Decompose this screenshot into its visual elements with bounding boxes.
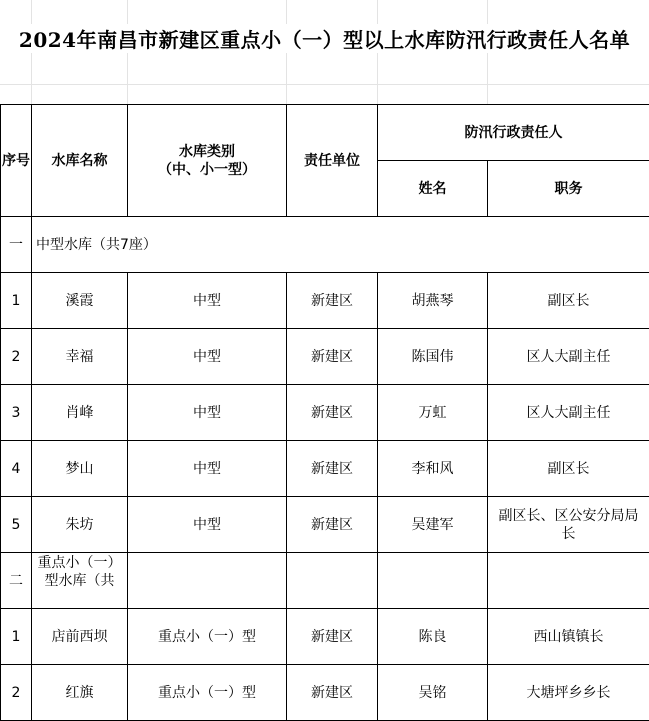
cell-responsible-unit: 新建区 — [287, 273, 378, 329]
cell-seq: 2 — [1, 329, 32, 385]
cell-position: 副区长 — [488, 273, 649, 329]
cell-responsible-unit: 新建区 — [287, 329, 378, 385]
header-responsible-unit: 责任单位 — [287, 105, 378, 217]
cell-responsible-unit: 新建区 — [287, 385, 378, 441]
title-divider — [0, 84, 649, 85]
table-row — [1, 441, 649, 497]
table-row — [1, 609, 649, 665]
cell-reservoir-type: 中型 — [128, 497, 287, 553]
empty-cell — [378, 553, 488, 609]
section-number: 二 — [1, 553, 32, 609]
cell-reservoir-type: 中型 — [128, 329, 287, 385]
section-label-text: 重点小（一）型水库（共 — [37, 554, 122, 589]
cell-reservoir-name: 幸福 — [32, 329, 128, 385]
header-position: 职务 — [488, 161, 649, 217]
cell-seq: 5 — [1, 497, 32, 553]
header-reservoir-name: 水库名称 — [32, 105, 128, 217]
responsibility-table — [0, 104, 649, 721]
section-label: 中型水库（共7座） — [32, 217, 649, 273]
cell-reservoir-type: 重点小（一）型 — [128, 665, 287, 721]
cell-position: 大塘坪乡乡长 — [488, 665, 649, 721]
cell-reservoir-type: 重点小（一）型 — [128, 609, 287, 665]
cell-reservoir-name: 朱坊 — [32, 497, 128, 553]
header-responsible-person-group: 防汛行政责任人 — [378, 105, 649, 161]
empty-cell — [488, 553, 649, 609]
header-row — [1, 105, 649, 161]
table-row — [1, 273, 649, 329]
section-row — [1, 217, 649, 273]
cell-person-name: 吴建军 — [378, 497, 488, 553]
cell-person-name: 李和风 — [378, 441, 488, 497]
table-row — [1, 665, 649, 721]
cell-seq: 3 — [1, 385, 32, 441]
empty-cell — [128, 553, 287, 609]
cell-seq: 2 — [1, 665, 32, 721]
cell-reservoir-type: 中型 — [128, 385, 287, 441]
cell-reservoir-type: 中型 — [128, 441, 287, 497]
cell-position: 西山镇镇长 — [488, 609, 649, 665]
empty-cell — [287, 553, 378, 609]
cell-responsible-unit: 新建区 — [287, 441, 378, 497]
cell-position: 区人大副主任 — [488, 385, 649, 441]
header-person-name: 姓名 — [378, 161, 488, 217]
cell-person-name: 陈良 — [378, 609, 488, 665]
cell-reservoir-name: 店前西坝 — [32, 609, 128, 665]
cell-reservoir-name: 溪霞 — [32, 273, 128, 329]
cell-person-name: 吴铭 — [378, 665, 488, 721]
cell-position: 副区长、区公安分局局长 — [488, 497, 649, 553]
table-row — [1, 329, 649, 385]
cell-position: 区人大副主任 — [488, 329, 649, 385]
header-reservoir-type — [128, 105, 287, 217]
cell-person-name: 万虹 — [378, 385, 488, 441]
cell-seq: 4 — [1, 441, 32, 497]
cell-reservoir-name: 肖峰 — [32, 385, 128, 441]
section-row — [1, 553, 649, 609]
cell-person-name: 胡燕琴 — [378, 273, 488, 329]
cell-position: 副区长 — [488, 441, 649, 497]
cell-seq: 1 — [1, 273, 32, 329]
cell-reservoir-type: 中型 — [128, 273, 287, 329]
cell-reservoir-name: 红旗 — [32, 665, 128, 721]
section-number: 一 — [1, 217, 32, 273]
header-type-line1: 水库类别 — [179, 143, 235, 160]
table-row — [1, 497, 649, 553]
cell-reservoir-name: 梦山 — [32, 441, 128, 497]
section-label-clip — [36, 554, 123, 608]
table-row — [1, 385, 649, 441]
header-type-line2: （中、小一型） — [158, 161, 256, 178]
header-seq: 序号 — [1, 105, 32, 217]
sheet-title-area — [0, 0, 649, 104]
cell-responsible-unit: 新建区 — [287, 665, 378, 721]
cell-responsible-unit: 新建区 — [287, 497, 378, 553]
cell-responsible-unit: 新建区 — [287, 609, 378, 665]
cell-person-name: 陈国伟 — [378, 329, 488, 385]
document-title: 2024年南昌市新建区重点小（一）型以上水库防汛行政责任人名单 — [0, 24, 649, 53]
cell-seq: 1 — [1, 609, 32, 665]
section-label — [32, 553, 128, 609]
